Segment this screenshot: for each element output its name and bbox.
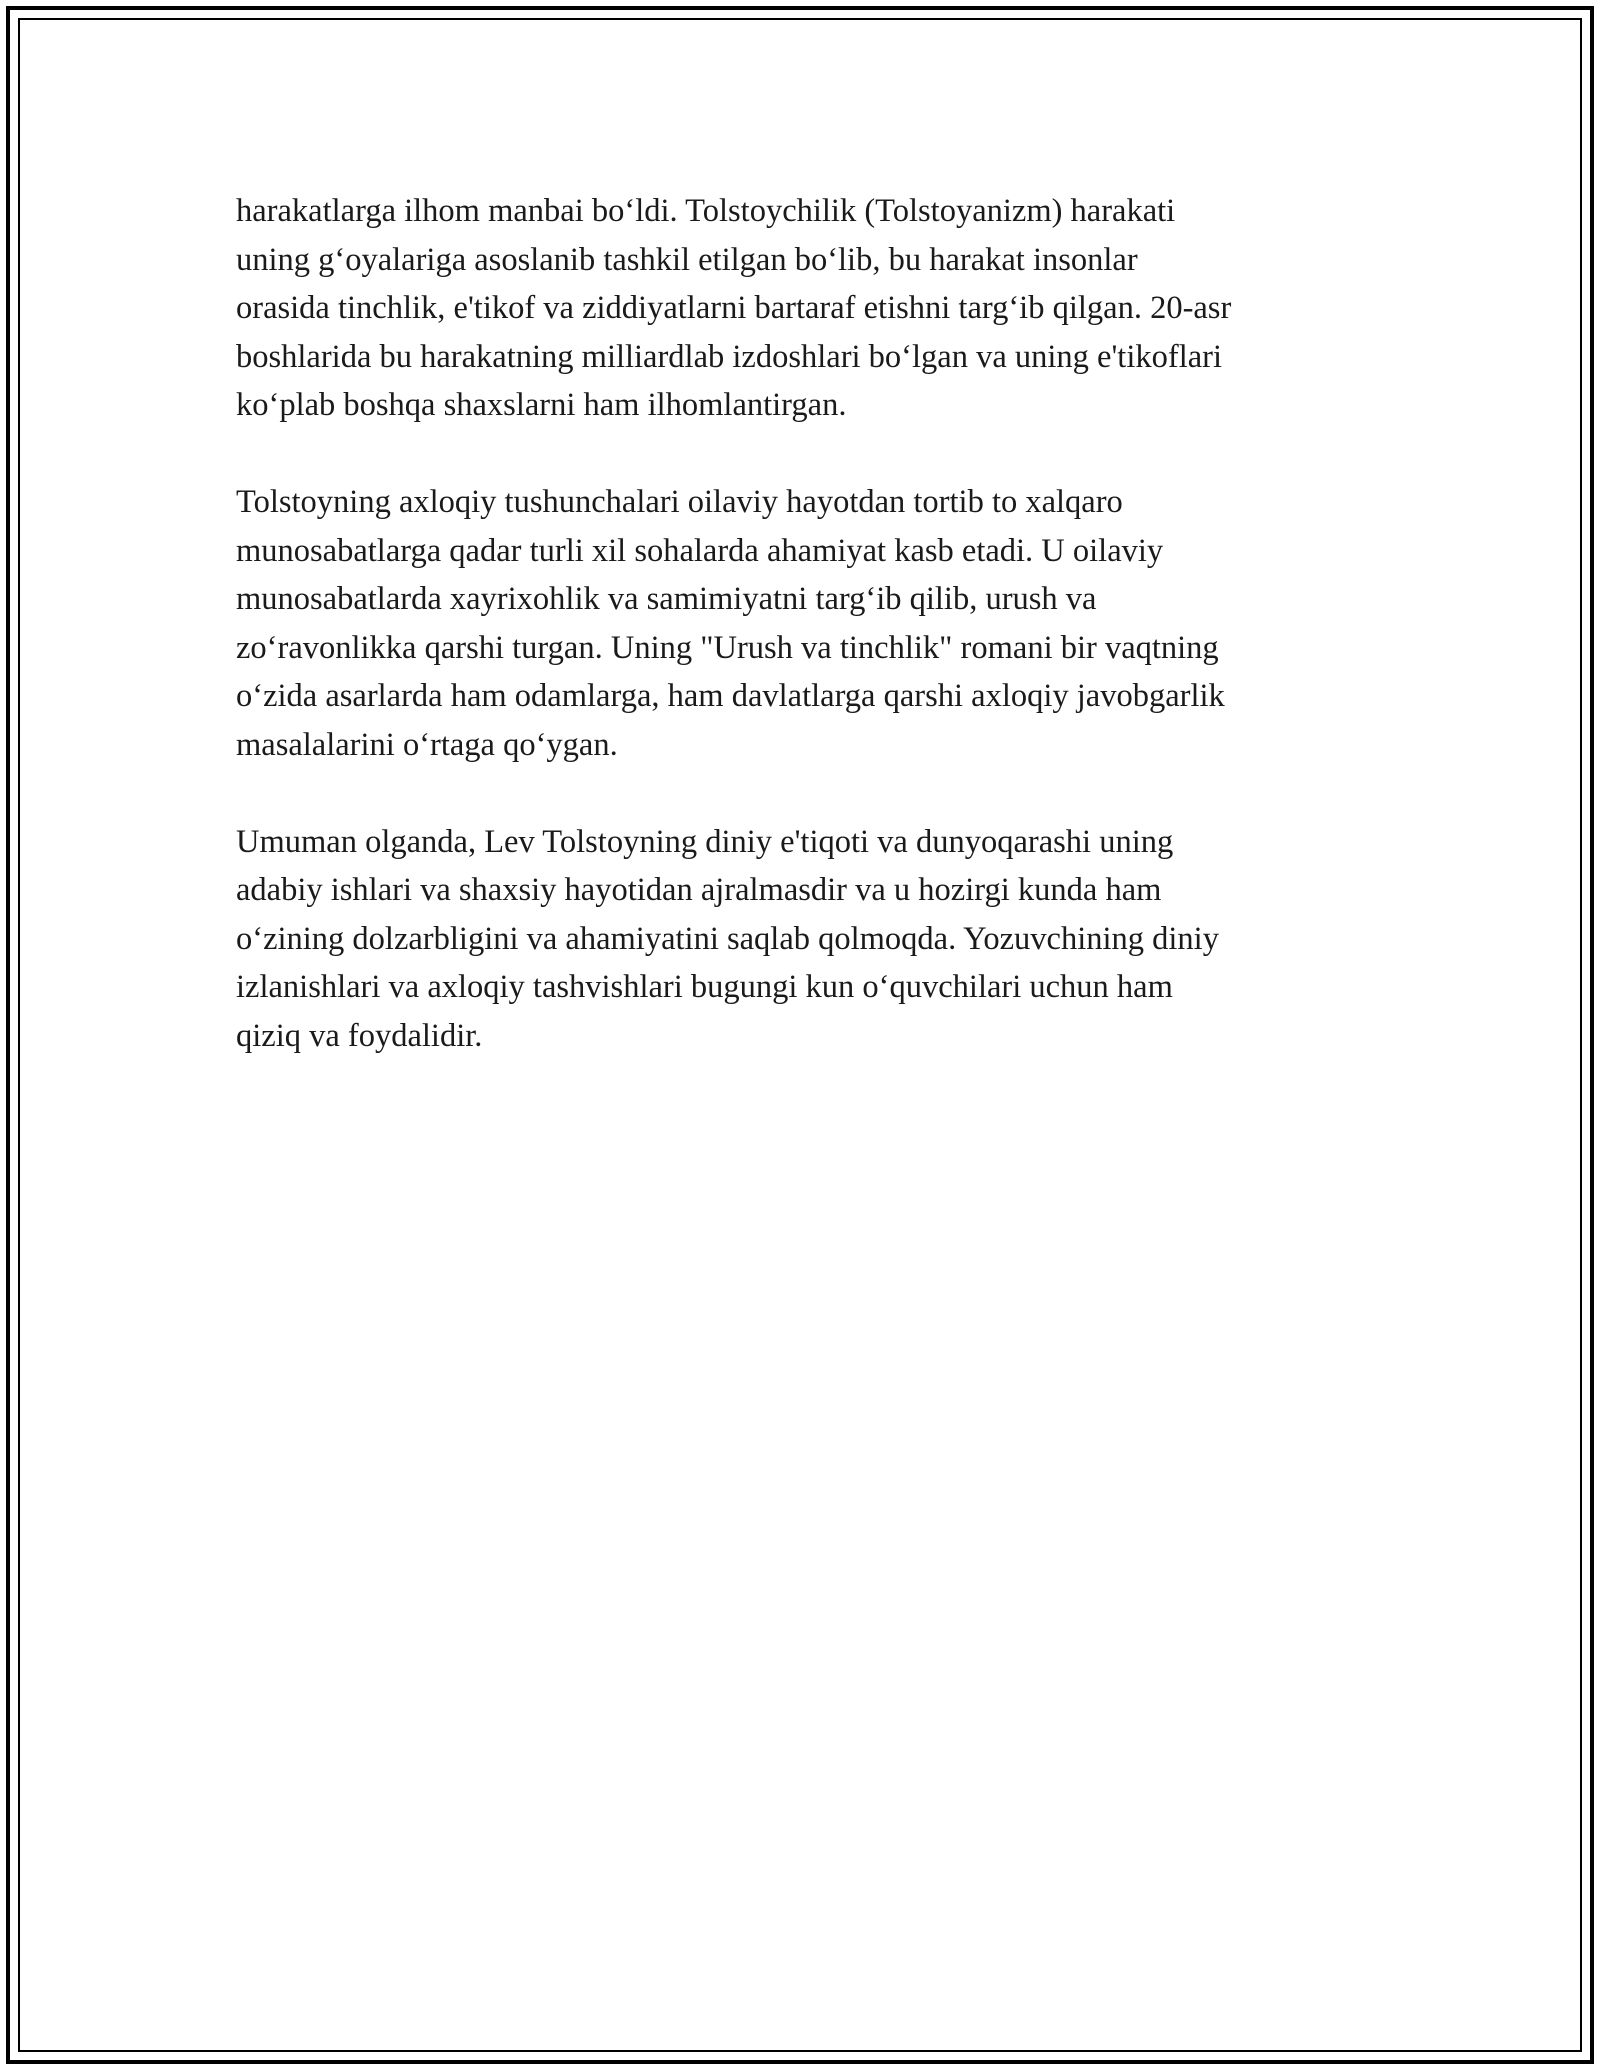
text-line: zo‘ravonlikka qarshi turgan. Uning "Urush va tinchlik" romani bir vaqtning	[236, 629, 1219, 666]
document-body	[236, 187, 1396, 1109]
text-line: orasida tinchlik, e'tikof va ziddiyatlarni bartaraf etishni targ‘ib qilgan. 20-asr	[236, 290, 1232, 326]
text-line: Umuman olganda, Lev Tolstoyning diniy e'tiqoti va dunyoqarashi uning	[236, 823, 1174, 860]
text-line: uning g‘oyalariga asoslanib tashkil etilgan bo‘lib, bu harakat insonlar	[236, 241, 1138, 278]
text-line: munosabatlarga qadar turli xil sohalarda ahamiyat kasb etadi. U oilaviy	[236, 532, 1164, 569]
text-line: masalalarini o‘rtaga qo‘ygan.	[236, 726, 618, 763]
text-line: harakatlarga ilhom manbai bo‘ldi. Tolstoychilik (Tolstoyanizm) harakati	[236, 193, 1176, 229]
text-line: izlanishlari va axloqiy tashvishlari bugungi kun o‘quvchilari uchun ham	[236, 969, 1173, 1005]
text-line: Tolstoyning axloqiy tushunchalari oilaviy hayotdan tortib to xalqaro	[236, 484, 1123, 520]
paragraph-3	[236, 818, 1396, 1061]
text-line: qiziq va foydalidir.	[236, 1017, 483, 1054]
text-line: boshlarida bu harakatning milliardlab izdoshlari bo‘lgan va uning e'tikoflari	[236, 338, 1222, 375]
text-line: o‘zining dolzarbligini va ahamiyatini saqlab qolmoqda. Yozuvchining diniy	[236, 920, 1219, 957]
text-line: adabiy ishlari va shaxsiy hayotidan ajralmasdir va u hozirgi kunda ham	[236, 872, 1162, 908]
text-line: munosabatlarda xayrixohlik va samimiyatni targ‘ib qilib, urush va	[236, 581, 1097, 617]
paragraph-1	[236, 187, 1396, 430]
text-line: ko‘plab boshqa shaxslarni ham ilhomlantirgan.	[236, 387, 847, 423]
paragraph-2	[236, 478, 1396, 769]
text-line: o‘zida asarlarda ham odamlarga, ham davlatlarga qarshi axloqiy javobgarlik	[236, 678, 1225, 714]
